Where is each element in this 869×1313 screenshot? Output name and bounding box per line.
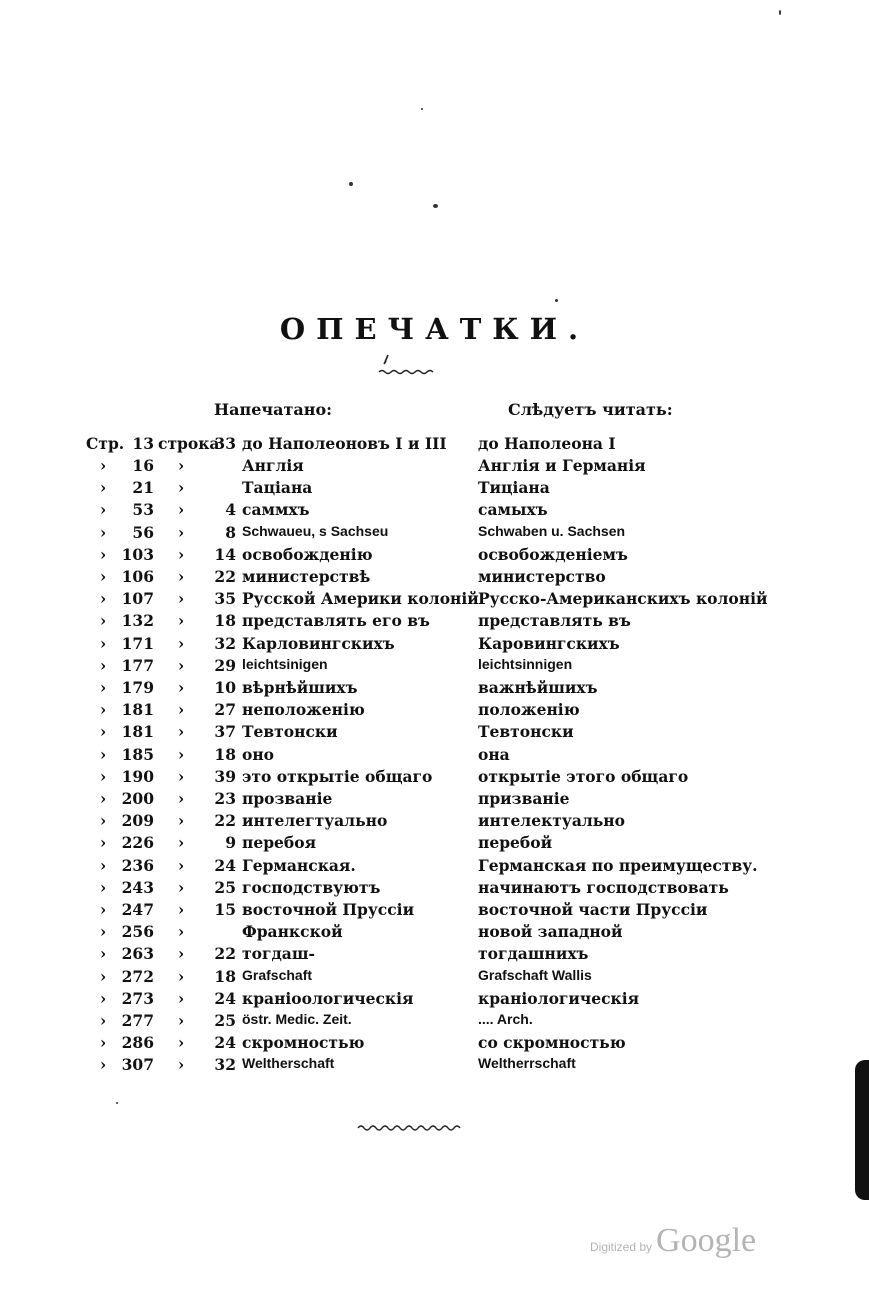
page-number: 13 bbox=[132, 434, 154, 453]
scan-edge-shadow bbox=[855, 1060, 869, 1200]
errata-row bbox=[0, 967, 869, 989]
line-mark: › bbox=[178, 833, 185, 853]
page-number: 272 bbox=[121, 966, 154, 986]
page-number: 307 bbox=[121, 1055, 154, 1075]
correct-text: Каровингскихъ bbox=[478, 633, 620, 653]
printed-text: Карловингскихъ bbox=[242, 633, 395, 653]
printed-text: перебоя bbox=[242, 833, 317, 853]
errata-row bbox=[0, 789, 869, 811]
page-number: 256 bbox=[121, 922, 154, 942]
page-number: 263 bbox=[121, 944, 154, 964]
page-mark: › bbox=[100, 744, 107, 764]
correct-text: Тевтонски bbox=[478, 722, 574, 742]
errata-row bbox=[0, 833, 869, 855]
page-mark: › bbox=[100, 500, 107, 520]
end-ornament-icon bbox=[356, 1122, 466, 1134]
printed-text: саммхъ bbox=[242, 500, 310, 520]
correct-text: начинаютъ господствовать bbox=[478, 877, 729, 897]
page-number: 286 bbox=[121, 1033, 154, 1053]
page-number: 179 bbox=[121, 678, 154, 697]
correct-text: представлять въ bbox=[478, 611, 631, 631]
page-mark: › bbox=[100, 766, 107, 786]
page-number: 171 bbox=[121, 633, 154, 653]
page-number: 209 bbox=[121, 811, 154, 831]
line-number: 24 bbox=[214, 988, 236, 1008]
errata-row bbox=[0, 900, 869, 922]
scan-speck bbox=[116, 1102, 118, 1104]
errata-row bbox=[0, 944, 869, 966]
errata-row bbox=[0, 611, 869, 633]
correct-text: тогдашнихъ bbox=[478, 944, 589, 964]
errata-row bbox=[0, 745, 869, 767]
page-number: 190 bbox=[121, 766, 154, 786]
errata-row bbox=[0, 456, 869, 478]
correct-text: министерство bbox=[478, 567, 606, 586]
page-number: 185 bbox=[121, 744, 154, 764]
page-number: 181 bbox=[121, 722, 154, 742]
line-number: 25 bbox=[214, 877, 236, 897]
errata-row-first bbox=[0, 434, 869, 456]
line-mark: › bbox=[178, 722, 185, 742]
page-mark: › bbox=[100, 700, 107, 720]
printed-text: Англія bbox=[242, 456, 304, 475]
correct-text: положенію bbox=[478, 700, 580, 720]
correct-text: интелектуально bbox=[478, 811, 625, 831]
page-mark: › bbox=[100, 567, 107, 586]
page-mark: › bbox=[100, 722, 107, 742]
printed-text: Германская. bbox=[242, 855, 356, 875]
errata-row bbox=[0, 1055, 869, 1077]
line-mark: › bbox=[178, 1033, 185, 1053]
page-number: 21 bbox=[132, 478, 154, 498]
correct-text: самыхъ bbox=[478, 500, 548, 520]
errata-row bbox=[0, 878, 869, 900]
page-mark: › bbox=[100, 478, 107, 498]
errata-row bbox=[0, 545, 869, 567]
column-heading-printed: Напечатано: bbox=[214, 400, 333, 419]
scan-speck bbox=[779, 10, 781, 15]
line-mark: › bbox=[178, 1011, 185, 1030]
line-mark: › bbox=[178, 766, 185, 786]
line-number: 35 bbox=[214, 589, 236, 609]
line-mark: › bbox=[178, 589, 185, 609]
page-mark: › bbox=[100, 544, 107, 564]
correct-text: важнѣйшихъ bbox=[478, 678, 598, 697]
printed-text: до Наполеоновъ I и III bbox=[242, 434, 447, 453]
page-mark: › bbox=[100, 522, 107, 542]
line-number: 25 bbox=[214, 1011, 236, 1030]
line-mark: › bbox=[178, 922, 185, 942]
page-mark: › bbox=[100, 811, 107, 831]
line-mark: › bbox=[178, 655, 185, 675]
line-mark: › bbox=[178, 944, 185, 964]
title-ornament-icon bbox=[376, 352, 436, 378]
page-number: 200 bbox=[121, 789, 154, 808]
printed-text: Русской Америки колоній bbox=[242, 589, 479, 609]
errata-row bbox=[0, 589, 869, 611]
line-mark: › bbox=[178, 478, 185, 498]
scan-speck bbox=[555, 299, 558, 302]
line-number: 8 bbox=[225, 522, 236, 542]
page-title: ОПЕЧАТКИ. bbox=[279, 312, 590, 346]
page-number: 273 bbox=[121, 988, 154, 1008]
printed-text: Тевтонски bbox=[242, 722, 338, 742]
printed-text: скромностью bbox=[242, 1033, 365, 1053]
page-number: 106 bbox=[121, 567, 154, 586]
printed-text: Франкской bbox=[242, 922, 343, 942]
correct-text: Германская по преимуществу. bbox=[478, 855, 758, 875]
printed-text: восточной Пруссіи bbox=[242, 900, 415, 919]
page-number: 177 bbox=[121, 655, 154, 675]
line-mark: › bbox=[178, 678, 185, 697]
printed-text: интелегтуально bbox=[242, 811, 388, 831]
correct-text: открытіе этого общаго bbox=[478, 766, 689, 786]
line-mark: › bbox=[178, 567, 185, 586]
line-number: 22 bbox=[214, 567, 236, 586]
errata-row bbox=[0, 1011, 869, 1033]
printed-text: краніоологическія bbox=[242, 988, 414, 1008]
page-mark: › bbox=[100, 611, 107, 631]
digitized-watermark bbox=[590, 1222, 756, 1260]
scan-speck bbox=[433, 204, 438, 208]
line-number: 10 bbox=[214, 678, 236, 697]
line-mark: › bbox=[178, 811, 185, 831]
page-mark: › bbox=[100, 922, 107, 942]
correct-text: краніологическія bbox=[478, 988, 640, 1008]
errata-row bbox=[0, 656, 869, 678]
page-mark: › bbox=[100, 988, 107, 1008]
errata-row bbox=[0, 722, 869, 744]
line-number: 18 bbox=[214, 744, 236, 764]
errata-row bbox=[0, 989, 869, 1011]
correct-text: новой западной bbox=[478, 922, 623, 942]
printed-text: прозваніе bbox=[242, 789, 333, 808]
printed-text: оно bbox=[242, 744, 275, 764]
line-number: 22 bbox=[214, 811, 236, 831]
correct-text: она bbox=[478, 744, 510, 764]
line-number: 18 bbox=[214, 611, 236, 631]
correct-text: Weltherrschaft bbox=[478, 1055, 576, 1072]
line-number: 18 bbox=[214, 966, 236, 986]
line-number: 37 bbox=[214, 722, 236, 742]
errata-row bbox=[0, 700, 869, 722]
page-number: 53 bbox=[132, 500, 154, 520]
line-mark: › bbox=[178, 544, 185, 564]
page-mark: › bbox=[100, 633, 107, 653]
errata-row bbox=[0, 567, 869, 589]
printed-text: освобожденію bbox=[242, 544, 373, 564]
errata-row bbox=[0, 500, 869, 522]
page-mark: › bbox=[100, 1011, 107, 1030]
page-number: 243 bbox=[121, 877, 154, 897]
column-heading-correct: Слѣдуетъ читать: bbox=[508, 400, 673, 419]
google-logo: Google bbox=[656, 1222, 757, 1259]
line-mark: › bbox=[178, 456, 185, 475]
line-mark: › bbox=[178, 700, 185, 720]
line-mark: › bbox=[178, 744, 185, 764]
page-label: Стр. bbox=[86, 434, 125, 453]
page-mark: › bbox=[100, 966, 107, 986]
line-number: 4 bbox=[225, 500, 236, 520]
correct-text: Schwaben u. Sachsen bbox=[478, 522, 626, 539]
scan-speck bbox=[349, 182, 353, 186]
page-number: 56 bbox=[132, 522, 154, 542]
watermark-prefix: Digitized by bbox=[590, 1240, 653, 1254]
errata-row bbox=[0, 856, 869, 878]
line-number: 27 bbox=[214, 700, 236, 720]
correct-text: до Наполеона I bbox=[478, 434, 616, 453]
line-mark: › bbox=[178, 855, 185, 875]
line-mark: › bbox=[178, 611, 185, 631]
errata-row bbox=[0, 1033, 869, 1055]
scan-speck bbox=[421, 108, 423, 110]
page-mark: › bbox=[100, 1033, 107, 1053]
correct-text: .... Arch. bbox=[478, 1011, 533, 1027]
correct-text: освобожденіемъ bbox=[478, 544, 628, 564]
line-number: 29 bbox=[214, 655, 236, 675]
page-number: 226 bbox=[121, 833, 154, 853]
page-mark: › bbox=[100, 855, 107, 875]
page-number: 132 bbox=[121, 611, 154, 631]
page-mark: › bbox=[100, 789, 107, 808]
page-number: 247 bbox=[121, 900, 154, 919]
line-number: 33 bbox=[214, 434, 236, 453]
page-number: 107 bbox=[121, 589, 154, 609]
line-number: 39 bbox=[214, 766, 236, 786]
errata-row bbox=[0, 678, 869, 700]
page-mark: › bbox=[100, 589, 107, 609]
correct-text: призваніе bbox=[478, 789, 570, 808]
line-mark: › bbox=[178, 900, 185, 919]
line-number: 32 bbox=[214, 1055, 236, 1075]
printed-text: Grafschaft bbox=[242, 966, 313, 983]
correct-text: Русско-Американскихъ колоній bbox=[478, 589, 768, 609]
page-number: 236 bbox=[121, 855, 154, 875]
line-mark: › bbox=[178, 988, 185, 1008]
line-label: строка bbox=[158, 434, 220, 453]
printed-text: leichtsinigen bbox=[242, 655, 328, 672]
printed-text: Weltherschaft bbox=[242, 1055, 335, 1072]
page-mark: › bbox=[100, 655, 107, 675]
line-number: 14 bbox=[214, 544, 236, 564]
page-number: 16 bbox=[132, 456, 154, 475]
page-mark: › bbox=[100, 900, 107, 919]
printed-text: östr. Medic. Zeit. bbox=[242, 1011, 352, 1027]
printed-text: представлять его въ bbox=[242, 611, 430, 631]
line-number: 23 bbox=[214, 789, 236, 808]
page-number: 181 bbox=[121, 700, 154, 720]
page-mark: › bbox=[100, 456, 107, 475]
line-number: 15 bbox=[214, 900, 236, 919]
correct-text: Англія и Германія bbox=[478, 456, 646, 475]
line-mark: › bbox=[178, 633, 185, 653]
printed-text: неположенію bbox=[242, 700, 365, 720]
line-mark: › bbox=[178, 500, 185, 520]
page-number: 103 bbox=[121, 544, 154, 564]
line-mark: › bbox=[178, 877, 185, 897]
line-number: 24 bbox=[214, 855, 236, 875]
errata-row bbox=[0, 922, 869, 944]
printed-text: Тацiана bbox=[242, 478, 313, 498]
correct-text: leichtsinnigen bbox=[478, 655, 573, 672]
printed-text: министерствѣ bbox=[242, 567, 371, 586]
page-mark: › bbox=[100, 1055, 107, 1075]
correct-text: Grafschaft Wallis bbox=[478, 966, 592, 983]
printed-text: тогдаш- bbox=[242, 944, 315, 964]
line-mark: › bbox=[178, 789, 185, 808]
line-number: 9 bbox=[225, 833, 236, 853]
page-number: 277 bbox=[121, 1011, 154, 1030]
printed-text: вѣрнѣйшихъ bbox=[242, 678, 358, 697]
line-mark: › bbox=[178, 522, 185, 542]
errata-row bbox=[0, 478, 869, 500]
line-number: 32 bbox=[214, 633, 236, 653]
correct-text: восточной части Пруссіи bbox=[478, 900, 708, 919]
page-mark: › bbox=[100, 877, 107, 897]
correct-text: со скромностью bbox=[478, 1033, 626, 1053]
printed-text: это открытіе общаго bbox=[242, 766, 433, 786]
errata-row bbox=[0, 767, 869, 789]
errata-row bbox=[0, 523, 869, 545]
line-number: 24 bbox=[214, 1033, 236, 1053]
errata-row bbox=[0, 811, 869, 833]
errata-row bbox=[0, 634, 869, 656]
page-mark: › bbox=[100, 833, 107, 853]
correct-text: перебой bbox=[478, 833, 553, 853]
line-number: 22 bbox=[214, 944, 236, 964]
line-mark: › bbox=[178, 1055, 185, 1075]
printed-text: Schwaueu, s Sachseu bbox=[242, 522, 389, 539]
page-mark: › bbox=[100, 944, 107, 964]
page-mark: › bbox=[100, 678, 107, 697]
line-mark: › bbox=[178, 966, 185, 986]
correct-text: Тиціана bbox=[478, 478, 550, 498]
printed-text: господствуютъ bbox=[242, 877, 381, 897]
